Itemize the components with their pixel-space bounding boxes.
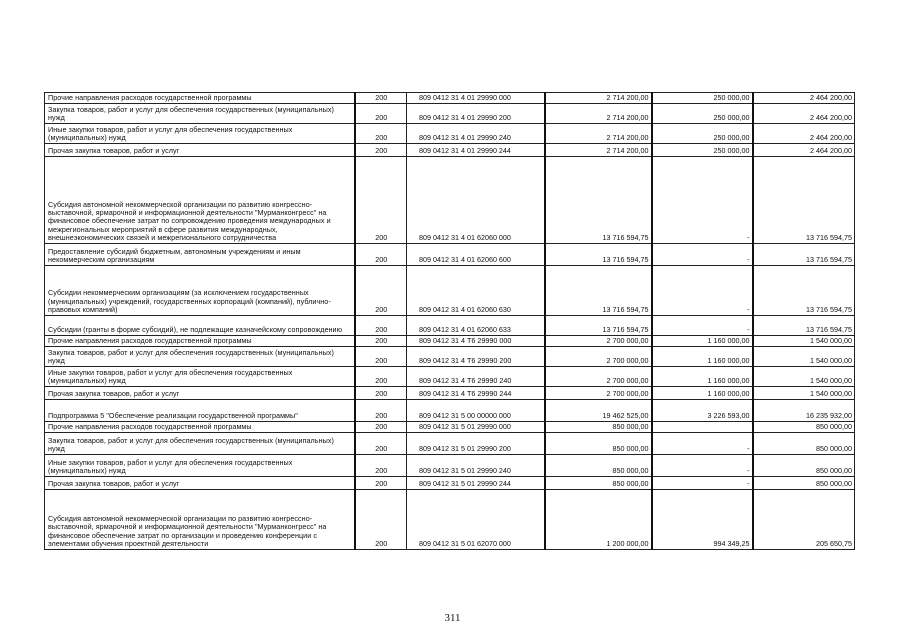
row-remainder-amount-cell: 850 000,00 bbox=[753, 422, 855, 433]
row-executed-amount-cell: - bbox=[652, 157, 753, 244]
row-code-cell: 200 bbox=[355, 490, 407, 550]
row-executed-amount-cell: - bbox=[652, 266, 753, 316]
row-name-cell: Подпрограмма 5 "Обеспечение реализации государственной программы" bbox=[45, 400, 355, 422]
table-row bbox=[45, 347, 855, 367]
row-classification-code-cell: 809 0412 31 4 Т6 29990 200 bbox=[407, 347, 545, 367]
row-classification-code-cell: 809 0412 31 4 01 62060 630 bbox=[407, 266, 545, 316]
table-row bbox=[45, 266, 855, 316]
table-row bbox=[45, 422, 855, 433]
row-executed-amount-cell: 1 160 000,00 bbox=[652, 336, 753, 347]
row-approved-amount-cell: 2 714 200,00 bbox=[545, 144, 652, 157]
row-name-cell: Прочая закупка товаров, работ и услуг bbox=[45, 144, 355, 157]
row-executed-amount-cell: - bbox=[652, 244, 753, 266]
row-approved-amount-cell: 2 700 000,00 bbox=[545, 387, 652, 400]
row-remainder-amount-cell: 16 235 932,00 bbox=[753, 400, 855, 422]
row-name-cell: Субсидии некоммерческим организациям (за исключением государственных (муниципальных) учреждений, государственных корпораций (компаний), публично-правовых компаний) bbox=[45, 266, 355, 316]
row-name-cell: Закупка товаров, работ и услуг для обеспечения государственных (муниципальных) нужд bbox=[45, 433, 355, 455]
row-code-cell: 200 bbox=[355, 144, 407, 157]
table-row bbox=[45, 144, 855, 157]
row-code-cell: 200 bbox=[355, 367, 407, 387]
table-row bbox=[45, 244, 855, 266]
row-code-cell: 200 bbox=[355, 266, 407, 316]
table-row bbox=[45, 124, 855, 144]
table-row bbox=[45, 400, 855, 422]
row-name-cell: Иные закупки товаров, работ и услуг для обеспечения государственных (муниципальных) нужд bbox=[45, 455, 355, 477]
table-row bbox=[45, 93, 855, 104]
row-remainder-amount-cell: 13 716 594,75 bbox=[753, 244, 855, 266]
row-classification-code-cell: 809 0412 31 4 Т6 29990 244 bbox=[407, 387, 545, 400]
row-name-cell: Субсидия автономной некоммерческой организации по развитию конгрессно-выставочной, ярмарочной и информационной деятельности "Мурманконгресс" на финансовое обеспечение затрат по сопровождению проведения международных и межрегиональных мероприятий в сфере развития международных, внешнеэкономических связей и межрегионального сотрудничества bbox=[45, 157, 355, 244]
row-approved-amount-cell: 2 714 200,00 bbox=[545, 93, 652, 104]
row-approved-amount-cell: 850 000,00 bbox=[545, 422, 652, 433]
row-executed-amount-cell: 1 160 000,00 bbox=[652, 347, 753, 367]
row-classification-code-cell: 809 0412 31 4 01 62060 633 bbox=[407, 316, 545, 336]
row-classification-code-cell: 809 0412 31 4 01 62060 600 bbox=[407, 244, 545, 266]
table-body bbox=[45, 93, 855, 550]
row-remainder-amount-cell: 1 540 000,00 bbox=[753, 347, 855, 367]
row-code-cell: 200 bbox=[355, 455, 407, 477]
row-executed-amount-cell: - bbox=[652, 455, 753, 477]
row-name-cell: Субсидии (гранты в форме субсидий), не подлежащие казначейскому сопровождению bbox=[45, 316, 355, 336]
row-executed-amount-cell: 250 000,00 bbox=[652, 93, 753, 104]
row-code-cell: 200 bbox=[355, 422, 407, 433]
row-executed-amount-cell: 250 000,00 bbox=[652, 144, 753, 157]
table-row bbox=[45, 316, 855, 336]
row-code-cell: 200 bbox=[355, 316, 407, 336]
table-row bbox=[45, 336, 855, 347]
row-remainder-amount-cell: 2 464 200,00 bbox=[753, 93, 855, 104]
row-approved-amount-cell: 13 716 594,75 bbox=[545, 157, 652, 244]
table-row bbox=[45, 104, 855, 124]
row-name-cell: Прочая закупка товаров, работ и услуг bbox=[45, 477, 355, 490]
row-executed-amount-cell: 250 000,00 bbox=[652, 124, 753, 144]
row-code-cell: 200 bbox=[355, 433, 407, 455]
row-name-cell: Иные закупки товаров, работ и услуг для обеспечения государственных (муниципальных) нужд bbox=[45, 367, 355, 387]
row-name-cell: Иные закупки товаров, работ и услуг для обеспечения государственных (муниципальных) нужд bbox=[45, 124, 355, 144]
row-approved-amount-cell: 13 716 594,75 bbox=[545, 266, 652, 316]
row-approved-amount-cell: 19 462 525,00 bbox=[545, 400, 652, 422]
row-remainder-amount-cell: 1 540 000,00 bbox=[753, 336, 855, 347]
row-approved-amount-cell: 2 700 000,00 bbox=[545, 367, 652, 387]
table-row bbox=[45, 477, 855, 490]
row-code-cell: 200 bbox=[355, 387, 407, 400]
row-executed-amount-cell: 3 226 593,00 bbox=[652, 400, 753, 422]
row-remainder-amount-cell: 850 000,00 bbox=[753, 433, 855, 455]
row-classification-code-cell: 809 0412 31 5 01 62070 000 bbox=[407, 490, 545, 550]
row-remainder-amount-cell: 2 464 200,00 bbox=[753, 124, 855, 144]
row-approved-amount-cell: 850 000,00 bbox=[545, 477, 652, 490]
row-classification-code-cell: 809 0412 31 4 01 29990 240 bbox=[407, 124, 545, 144]
row-executed-amount-cell: - bbox=[652, 316, 753, 336]
row-classification-code-cell: 809 0412 31 5 01 29990 200 bbox=[407, 433, 545, 455]
row-name-cell: Прочие направления расходов государственной программы bbox=[45, 422, 355, 433]
row-name-cell: Прочие направления расходов государственной программы bbox=[45, 336, 355, 347]
row-code-cell: 200 bbox=[355, 104, 407, 124]
row-approved-amount-cell: 850 000,00 bbox=[545, 433, 652, 455]
table-row bbox=[45, 490, 855, 550]
row-executed-amount-cell: 1 160 000,00 bbox=[652, 367, 753, 387]
row-code-cell: 200 bbox=[355, 347, 407, 367]
row-remainder-amount-cell: 2 464 200,00 bbox=[753, 144, 855, 157]
row-name-cell: Прочая закупка товаров, работ и услуг bbox=[45, 387, 355, 400]
row-executed-amount-cell bbox=[652, 422, 753, 433]
row-remainder-amount-cell: 205 650,75 bbox=[753, 490, 855, 550]
row-code-cell: 200 bbox=[355, 93, 407, 104]
row-approved-amount-cell: 1 200 000,00 bbox=[545, 490, 652, 550]
row-name-cell: Предоставление субсидий бюджетным, автономным учреждениям и иным некоммерческим организациям bbox=[45, 244, 355, 266]
row-executed-amount-cell: - bbox=[652, 477, 753, 490]
row-executed-amount-cell: - bbox=[652, 433, 753, 455]
table-row bbox=[45, 157, 855, 244]
row-approved-amount-cell: 13 716 594,75 bbox=[545, 316, 652, 336]
row-remainder-amount-cell: 1 540 000,00 bbox=[753, 387, 855, 400]
row-classification-code-cell: 809 0412 31 4 Т6 29990 000 bbox=[407, 336, 545, 347]
budget-execution-table bbox=[44, 92, 855, 550]
row-remainder-amount-cell: 1 540 000,00 bbox=[753, 367, 855, 387]
row-remainder-amount-cell: 850 000,00 bbox=[753, 477, 855, 490]
row-executed-amount-cell: 994 349,25 bbox=[652, 490, 753, 550]
row-code-cell: 200 bbox=[355, 400, 407, 422]
row-name-cell: Прочие направления расходов государственной программы bbox=[45, 93, 355, 104]
row-remainder-amount-cell: 2 464 200,00 bbox=[753, 104, 855, 124]
row-approved-amount-cell: 13 716 594,75 bbox=[545, 244, 652, 266]
row-approved-amount-cell: 2 700 000,00 bbox=[545, 336, 652, 347]
row-remainder-amount-cell: 13 716 594,75 bbox=[753, 157, 855, 244]
table-row bbox=[45, 433, 855, 455]
row-classification-code-cell: 809 0412 31 5 01 29990 000 bbox=[407, 422, 545, 433]
row-code-cell: 200 bbox=[355, 157, 407, 244]
table-row bbox=[45, 387, 855, 400]
row-approved-amount-cell: 2 714 200,00 bbox=[545, 124, 652, 144]
row-code-cell: 200 bbox=[355, 244, 407, 266]
row-classification-code-cell: 809 0412 31 4 01 62060 000 bbox=[407, 157, 545, 244]
row-approved-amount-cell: 850 000,00 bbox=[545, 455, 652, 477]
row-name-cell: Субсидия автономной некоммерческой организации по развитию конгрессно-выставочной, ярмарочной и информационной деятельности "Мурманконгресс" на финансовое обеспечение затрат по организации и проведению конференции с элементами обучения проектной деятельности bbox=[45, 490, 355, 550]
row-classification-code-cell: 809 0412 31 5 01 29990 240 bbox=[407, 455, 545, 477]
row-code-cell: 200 bbox=[355, 336, 407, 347]
row-remainder-amount-cell: 13 716 594,75 bbox=[753, 266, 855, 316]
row-classification-code-cell: 809 0412 31 5 00 00000 000 bbox=[407, 400, 545, 422]
page-number: 311 bbox=[444, 612, 461, 624]
row-classification-code-cell: 809 0412 31 4 01 29990 200 bbox=[407, 104, 545, 124]
row-approved-amount-cell: 2 714 200,00 bbox=[545, 104, 652, 124]
row-remainder-amount-cell: 13 716 594,75 bbox=[753, 316, 855, 336]
row-code-cell: 200 bbox=[355, 477, 407, 490]
row-executed-amount-cell: 1 160 000,00 bbox=[652, 387, 753, 400]
row-classification-code-cell: 809 0412 31 5 01 29990 244 bbox=[407, 477, 545, 490]
row-remainder-amount-cell: 850 000,00 bbox=[753, 455, 855, 477]
row-classification-code-cell: 809 0412 31 4 01 29990 000 bbox=[407, 93, 545, 104]
row-code-cell: 200 bbox=[355, 124, 407, 144]
row-classification-code-cell: 809 0412 31 4 01 29990 244 bbox=[407, 144, 545, 157]
row-name-cell: Закупка товаров, работ и услуг для обеспечения государственных (муниципальных) нужд bbox=[45, 347, 355, 367]
table-row bbox=[45, 367, 855, 387]
row-approved-amount-cell: 2 700 000,00 bbox=[545, 347, 652, 367]
table-row bbox=[45, 455, 855, 477]
row-classification-code-cell: 809 0412 31 4 Т6 29990 240 bbox=[407, 367, 545, 387]
row-executed-amount-cell: 250 000,00 bbox=[652, 104, 753, 124]
row-name-cell: Закупка товаров, работ и услуг для обеспечения государственных (муниципальных) нужд bbox=[45, 104, 355, 124]
